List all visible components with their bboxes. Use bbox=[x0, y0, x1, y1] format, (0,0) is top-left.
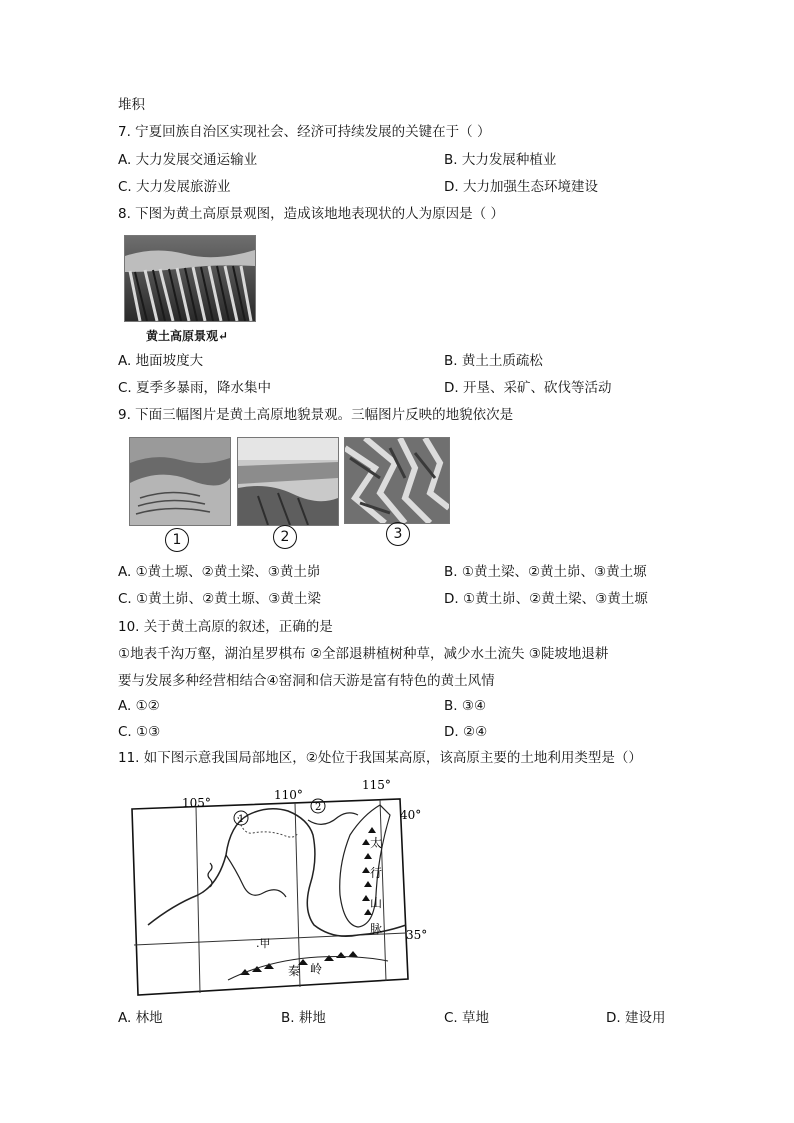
qinling-char-2: 岭 bbox=[310, 962, 323, 976]
qinling-char-1: 秦 bbox=[288, 964, 301, 978]
region-label-1: 1 bbox=[238, 814, 245, 825]
taihang-char-4: 脉 bbox=[370, 922, 383, 936]
region-boundary bbox=[238, 817, 298, 837]
loess-photo-caption: 黄土高原景观↵ bbox=[146, 329, 229, 343]
question-8-option-c[interactable]: C. 夏季多暴雨，降水集中 bbox=[118, 380, 272, 396]
question-9-option-a[interactable]: A. ①黄土塬、②黄土梁、③黄土峁 bbox=[118, 564, 321, 580]
lon-label-110: 110° bbox=[274, 788, 303, 802]
question-10-statements-line-1: ①地表千沟万壑，湖泊星罗棋布 ②全部退耕植树种草，减少水土流失 ③陡坡地退耕 bbox=[118, 646, 609, 662]
loess-plateau-landscape-photo bbox=[124, 235, 256, 322]
river-tributary bbox=[226, 855, 286, 897]
landform-photo-1 bbox=[129, 437, 231, 526]
question-10-option-c[interactable]: C. ①③ bbox=[118, 724, 161, 740]
photo-label-3: 3 bbox=[386, 522, 410, 546]
taihang-char-2: 行 bbox=[370, 866, 383, 880]
question-11-option-b[interactable]: B. 耕地 bbox=[281, 1010, 326, 1026]
question-7-stem: 7. 宁夏回族自治区实现社会、经济可持续发展的关键在于（ ） bbox=[118, 124, 491, 140]
question-10-statements-line-2: 要与发展多种经营相结合④窑洞和信天游是富有特色的黄土风情 bbox=[118, 673, 495, 689]
question-11-option-a[interactable]: A. 林地 bbox=[118, 1010, 163, 1026]
question-7-option-d[interactable]: D. 大力加强生态环境建设 bbox=[444, 179, 598, 195]
meridian-105 bbox=[196, 807, 200, 993]
question-9-option-d[interactable]: D. ①黄土峁、②黄土梁、③黄土塬 bbox=[444, 591, 648, 607]
previous-text-tail: 堆积 bbox=[118, 97, 145, 113]
river-squiggle bbox=[208, 863, 212, 887]
taihang-char-3: 山 bbox=[370, 896, 383, 910]
taihang-char-1: 太 bbox=[370, 836, 383, 850]
lat-label-40: 40° bbox=[400, 808, 422, 822]
lon-label-115: 115° bbox=[362, 778, 391, 792]
question-8-option-a[interactable]: A. 地面坡度大 bbox=[118, 353, 204, 369]
question-11-option-c[interactable]: C. 草地 bbox=[444, 1010, 490, 1026]
question-8-option-d[interactable]: D. 开垦、采矿、砍伐等活动 bbox=[444, 380, 612, 396]
question-7-option-c[interactable]: C. 大力发展旅游业 bbox=[118, 179, 231, 195]
landform-photo-3 bbox=[344, 437, 450, 524]
meridian-115 bbox=[380, 800, 386, 981]
question-10-option-d[interactable]: D. ②④ bbox=[444, 724, 488, 740]
photo-label-2: 2 bbox=[273, 525, 297, 549]
question-9-option-b[interactable]: B. ①黄土梁、②黄土峁、③黄土塬 bbox=[444, 564, 647, 580]
question-8-stem: 8. 下图为黄土高原景观图，造成该地地表现状的人为原因是（ ） bbox=[118, 206, 504, 222]
question-10-option-b[interactable]: B. ③④ bbox=[444, 698, 487, 714]
question-10-option-a[interactable]: A. ①② bbox=[118, 698, 160, 714]
question-9-stem: 9. 下面三幅图片是黄土高原地貌景观。三幅图片反映的地貌依次是 bbox=[118, 407, 514, 423]
lat-label-35: 35° bbox=[406, 928, 428, 942]
landform-photo-2 bbox=[237, 437, 339, 526]
question-10-stem: 10. 关于黄土高原的叙述，正确的是 bbox=[118, 619, 333, 635]
question-11-option-d[interactable]: D. 建设用 bbox=[606, 1010, 666, 1026]
region-label-2: 2 bbox=[315, 802, 322, 813]
photo-label-1: 1 bbox=[165, 528, 189, 552]
question-7-option-b[interactable]: B. 大力发展种植业 bbox=[444, 152, 557, 168]
qinling-outline bbox=[228, 957, 388, 981]
question-9-option-c[interactable]: C. ①黄土峁、②黄土塬、③黄土梁 bbox=[118, 591, 321, 607]
northern-river bbox=[308, 813, 358, 824]
lon-label-105: 105° bbox=[182, 796, 211, 810]
question-7-option-a[interactable]: A. 大力发展交通运输业 bbox=[118, 152, 258, 168]
question-8-option-b[interactable]: B. 黄土土质疏松 bbox=[444, 353, 543, 369]
question-11-stem: 11. 如下图示意我国局部地区，②处位于我国某高原，该高原主要的土地利用类型是（） bbox=[118, 750, 642, 766]
regional-map bbox=[118, 775, 438, 1005]
place-jia: .甲 bbox=[256, 937, 271, 950]
